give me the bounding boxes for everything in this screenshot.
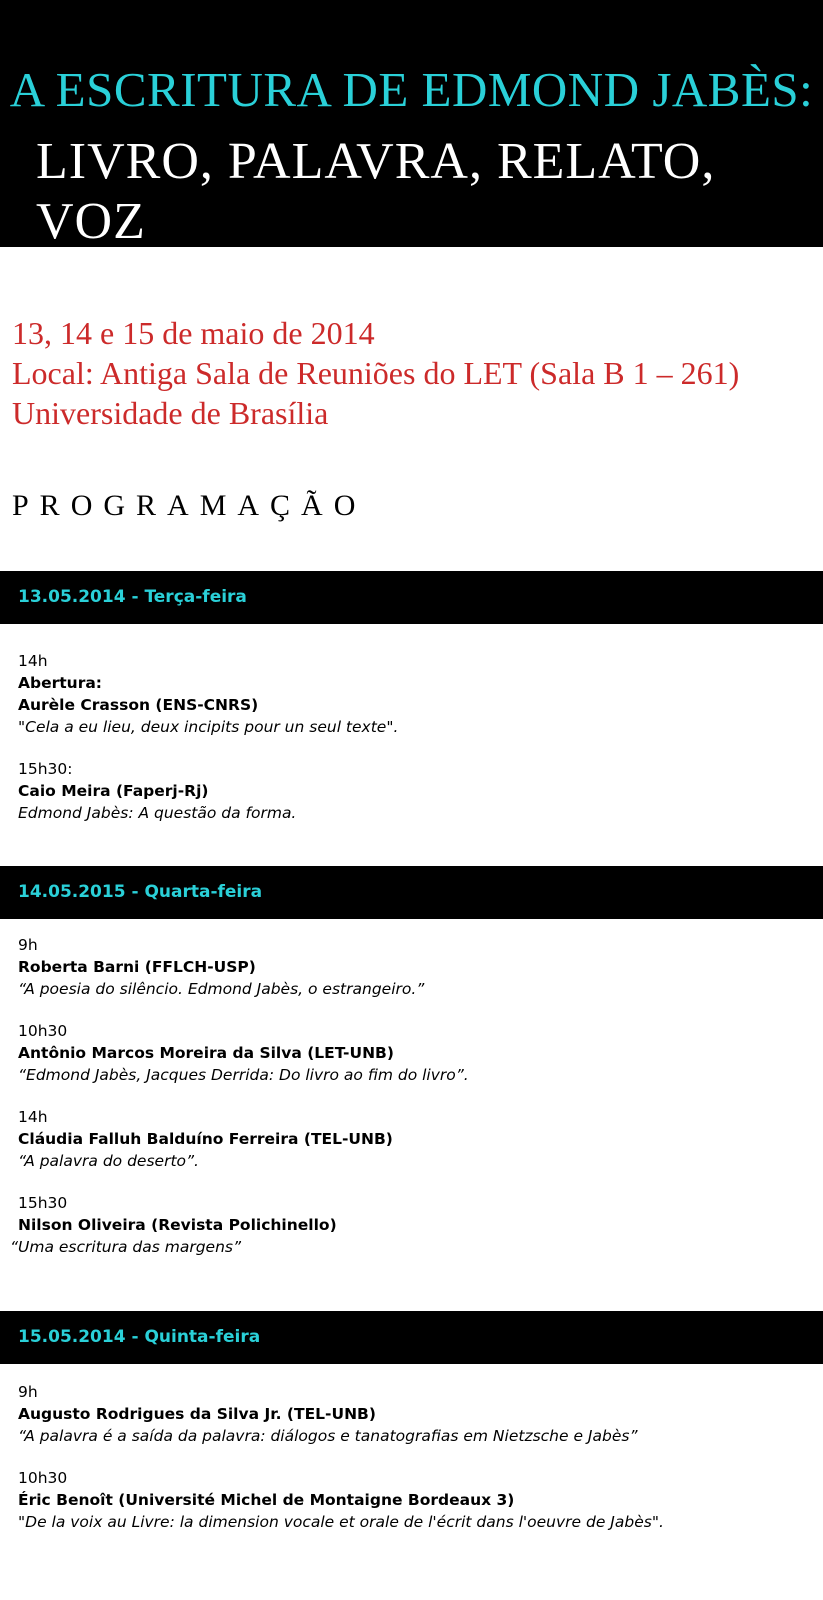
entry-speaker: Caio Meira (Faperj-Rj) (18, 782, 209, 800)
entry-speaker: Aurèle Crasson (ENS-CNRS) (18, 696, 259, 714)
entry-time: 14h (18, 652, 48, 670)
entry-talk: “A palavra é a saída da palavra: diálogos e tanatografias em Nietzsche e Jabès” (18, 1427, 638, 1445)
event-dates: 13, 14 e 15 de maio de 2014 (12, 315, 375, 351)
program-heading: PROGRAMAÇÃO (12, 489, 367, 522)
entry-time: 10h30 (18, 1022, 68, 1040)
schedule-entry (18, 1020, 818, 1086)
page-title: A ESCRITURA DE EDMOND JABÈS: (9, 62, 814, 117)
event-university: Universidade de Brasília (12, 395, 329, 431)
entry-speaker: Augusto Rodrigues da Silva Jr. (TEL-UNB) (18, 1405, 376, 1423)
entry-talk: “A poesia do silêncio. Edmond Jabès, o estrangeiro.” (18, 980, 425, 998)
entry-talk: "De la voix au Livre: la dimension vocale et orale de l'écrit dans l'oeuvre de Jabès". (18, 1513, 664, 1531)
entry-time: 15h30 (18, 1194, 68, 1212)
entry-speaker: Roberta Barni (FFLCH-USP) (18, 958, 256, 976)
schedule-entry (18, 1467, 818, 1533)
entry-time: 10h30 (18, 1469, 68, 1487)
schedule-entry (18, 1381, 818, 1447)
entry-talk: “A palavra do deserto”. (18, 1152, 199, 1170)
schedule-entry (18, 934, 818, 1000)
day-header (0, 1311, 823, 1364)
entry-talk: “Uma escritura das margens” (10, 1238, 242, 1256)
entry-time: 14h (18, 1108, 48, 1126)
entry-time: 9h (18, 1383, 38, 1401)
entry-speaker: Cláudia Falluh Balduíno Ferreira (TEL-UNB) (18, 1130, 393, 1148)
entry-time: 9h (18, 936, 38, 954)
day-schedule (18, 1381, 818, 1553)
day-header (0, 571, 823, 624)
schedule-entry (18, 758, 818, 824)
entry-extra: Abertura: (18, 674, 102, 692)
day-header (0, 866, 823, 919)
entry-speaker: Éric Benoît (Université Michel de Montaigne Bordeaux 3) (18, 1491, 515, 1509)
event-info (12, 313, 739, 433)
schedule-entry (18, 650, 818, 738)
event-location: Local: Antiga Sala de Reuniões do LET (Sala B 1 – 261) (12, 355, 740, 391)
schedule-entry (18, 1106, 818, 1172)
page-subtitle: LIVRO, PALAVRA, RELATO, VOZ (36, 133, 716, 250)
schedule-entry (10, 1192, 818, 1258)
entry-talk: Edmond Jabès: A questão da forma. (18, 804, 297, 822)
entry-talk: "Cela a eu lieu, deux incipits pour un seul texte". (18, 718, 399, 736)
day-label: 14.05.2015 - Quarta-feira (18, 882, 263, 902)
entry-speaker: Antônio Marcos Moreira da Silva (LET-UNB) (18, 1044, 394, 1062)
entry-talk: “Edmond Jabès, Jacques Derrida: Do livro ao fim do livro”. (18, 1066, 469, 1084)
header-banner (0, 0, 823, 250)
entry-time: 15h30: (18, 760, 73, 778)
day-label: 15.05.2014 - Quinta-feira (18, 1327, 261, 1347)
entry-speaker: Nilson Oliveira (Revista Polichinello) (18, 1216, 337, 1234)
day-schedule (18, 650, 818, 844)
day-schedule (10, 934, 818, 1278)
day-label: 13.05.2014 - Terça-feira (18, 587, 247, 607)
